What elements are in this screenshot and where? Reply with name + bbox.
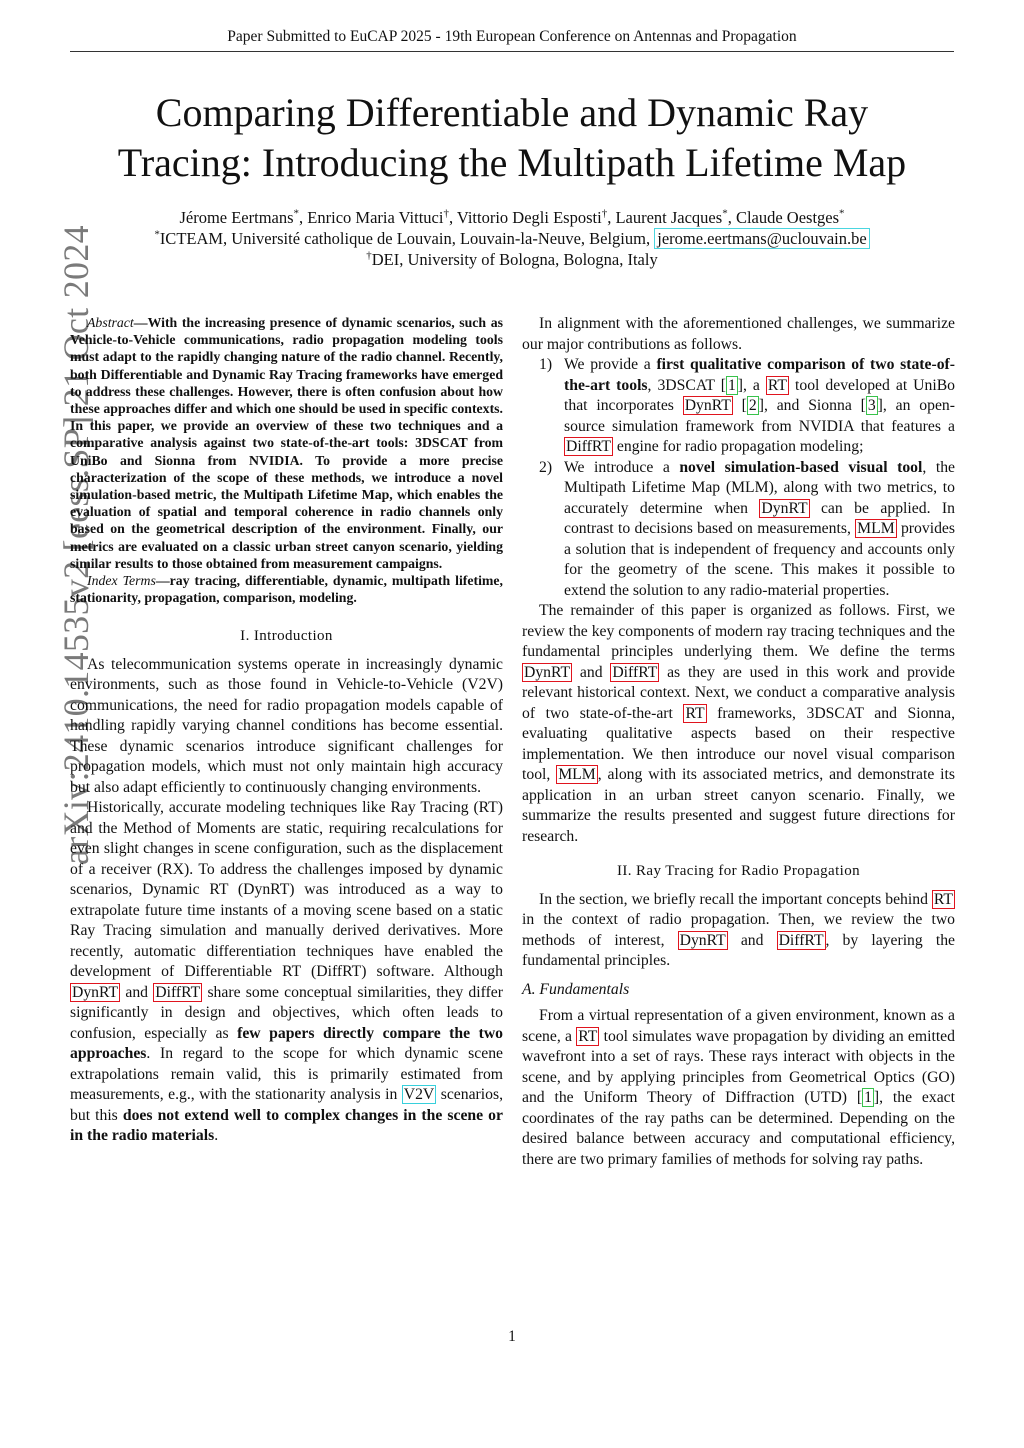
page-number: 1	[508, 1328, 516, 1345]
contributions-list	[522, 355, 955, 601]
author-sep: ,	[727, 208, 736, 227]
citation-link-2[interactable]: 2	[748, 397, 757, 414]
affiliation-text: ICTEAM, Université catholique de Louvain, Louvain-la-Neuve, Belgium,	[159, 229, 651, 248]
acronym-link-dynrt[interactable]: DynRT	[761, 499, 808, 517]
affiliation-mark: *	[722, 207, 728, 220]
item-text: engine for radio propagation modeling;	[612, 438, 864, 455]
acronym-link-rt[interactable]: RT	[685, 704, 705, 722]
para-text: , along with its associated metrics, and demonstrate its application in an urban street canyon scenario. Finally, we summarize the results presented and suggest future directions for research.	[522, 766, 955, 845]
author-name: Enrico Maria Vittuci	[307, 208, 444, 227]
acronym-link-rt[interactable]: RT	[578, 1027, 598, 1045]
citation-link-1[interactable]: 1	[727, 376, 736, 394]
right-column	[522, 314, 955, 1170]
para-text: tool simulates wave propagation by dividing an emitted wavefront into a set of rays. These rays interact with objects in the scene, and by applying principles from Geometrical Optics (GO) and the Uniform Theory of Diffraction (UTD) [	[522, 1027, 955, 1106]
section-heading-introduction: I. Introduction	[240, 628, 333, 645]
author-name: Claude Oestges	[735, 208, 840, 227]
para-text: From a virtual representation of a given environment, known as a scene, a	[522, 1007, 955, 1045]
item-text: , 3DSCAT [	[647, 376, 726, 394]
item-text: can be applied. In contrast to decisions based on measurements,	[564, 499, 955, 537]
contributions-intro: In alignment with the aforementioned challenges, we summarize our major contributions as follows.	[522, 315, 955, 353]
para-text: frameworks, 3DSCAT and Sionna, evaluating qualitative aspects based on their respective implementation. We then introduce our novel visual comparison tool,	[522, 704, 955, 783]
contribution-item-1	[522, 355, 955, 458]
para-text: and	[572, 663, 611, 681]
author-name: Jérome Eertmans	[179, 208, 294, 227]
author-sep: ,	[607, 208, 616, 227]
item-text: ], an open-source simulation framework from NVIDIA that features a	[564, 397, 955, 435]
acronym-link-diffrt[interactable]: DiffRT	[612, 663, 658, 681]
fundamentals-paragraph	[522, 1006, 955, 1170]
abstract	[70, 314, 503, 572]
list-number: 2)	[539, 458, 553, 476]
index-terms	[70, 572, 503, 606]
affiliation-mark: *	[293, 207, 300, 220]
arxiv-stamp: arXiv:2410.14535v2 [eess.SP] 21 Oct 2024	[56, 225, 96, 865]
paper-title	[60, 88, 964, 188]
title-line-2: Tracing: Introducing the Multipath Lifetime Map	[117, 140, 907, 185]
para-text: and	[727, 931, 777, 949]
author-block	[60, 207, 964, 270]
item-text: tool developed at UniBo that incorporates	[564, 376, 956, 414]
acronym-link-dynrt[interactable]: DynRT	[684, 397, 731, 414]
para-text: , by layering the fundamental principles.	[522, 931, 955, 969]
para-text: in the context of radio propagation. Then, we review the two methods of interest,	[522, 911, 955, 949]
list-number: 1)	[539, 356, 553, 373]
emphasis-text: does not extend well to complex changes in the scene or in the radio materials	[70, 1106, 503, 1145]
left-column	[70, 314, 503, 1147]
author-sep: ,	[299, 208, 308, 227]
emphasis-text: novel simulation-based visual tool	[679, 458, 923, 476]
acronym-link-v2v[interactable]: V2V	[403, 1086, 435, 1104]
item-text: We introduce a	[564, 458, 680, 476]
item-text: , the Multipath Lifetime Map (MLM), along with two metrics, to accurately determine when	[564, 458, 955, 517]
section2-paragraph	[522, 890, 955, 972]
intro-paragraph-1: As telecommunication systems operate in increasingly dynamic environments, such as those found in Vehicle-to-Vehicle (V2V) communications, the need for radio propagation models capable of handling rapidly varying channel conditions has become essential. These dynamic scenarios introduce significant challenges for propagation models, which must not only maintain high accuracy but also adapt efficiently to continuously changing environments.	[70, 655, 503, 796]
emphasis-text: few papers directly compare the two approaches	[70, 1024, 503, 1063]
acronym-link-rt[interactable]: RT	[933, 890, 953, 908]
para-text: Historically, accurate modeling techniques like Ray Tracing (RT) and the Method of Moments are static, requiring recalculations for even slight changes in scene configuration, such as the displacement of a receiver (RX). To address the challenges imposed by dynamic scenarios, Dynamic RT (DynRT) was introduced as a way to extrapolate future time instants of a moving scene based on a static Ray Tracing simulation and manually derived derivatives. More recently, automatic differentiation techniques have enabled the development of Differentiable RT (DiffRT) software. Although	[70, 799, 503, 981]
acronym-link-dynrt[interactable]: DynRT	[679, 931, 726, 949]
acronym-link-mlm[interactable]: MLM	[558, 766, 596, 783]
affiliation-text: DEI, University of Bologna, Bologna, Italy	[371, 250, 658, 269]
affiliation-mark: †	[366, 249, 372, 262]
para-text: as they are used in this work and provide relevant historical context. Next, we conduct a comparative analysis of two state-of-the-art	[522, 663, 955, 722]
acronym-link-dynrt[interactable]: DynRT	[72, 983, 119, 1001]
para-text: The remainder of this paper is organized as follows. First, we review the key components of modern ray tracing techniques and the fundamental principles underlying them. We define the terms	[522, 602, 955, 660]
author-name: Vittorio Degli Esposti	[456, 208, 602, 227]
item-text: ], a	[737, 376, 766, 394]
item-text: [	[732, 397, 747, 414]
running-head: Paper Submitted to EuCAP 2025 - 19th European Conference on Antennas and Propagation	[70, 28, 954, 52]
acronym-link-diffrt[interactable]: DiffRT	[778, 931, 824, 949]
subsection-heading-fundamentals: A. Fundamentals	[522, 980, 630, 998]
citation-link-3[interactable]: 3	[867, 397, 876, 414]
para-text: share some conceptual similarities, they differ significantly in design and objectives, which often leads to confusion, especially as	[70, 983, 503, 1042]
item-text: ], and Sionna [	[758, 397, 866, 414]
affiliation-1	[60, 228, 964, 249]
acronym-link-rt[interactable]: RT	[767, 376, 787, 394]
citation-link-1[interactable]: 1	[864, 1089, 872, 1106]
para-text: In the section, we briefly recall the important concepts behind	[539, 890, 932, 908]
acronym-link-diffrt[interactable]: DiffRT	[566, 438, 611, 455]
affiliation-mark: †	[443, 207, 449, 220]
para-text: .	[214, 1127, 219, 1145]
para-text: ], the exact coordinates of the ray paths can be determined. Depending on the desired balance between accuracy and computational efficiency, there are two primary families of methods for solving ray paths.	[522, 1089, 955, 1168]
acronym-link-diffrt[interactable]: DiffRT	[155, 983, 201, 1001]
affiliation-mark: *	[839, 207, 845, 220]
author-list	[60, 207, 964, 228]
section-heading-ray-tracing: II. Ray Tracing for Radio Propagation	[616, 863, 861, 879]
affiliation-mark: *	[154, 228, 160, 241]
abstract-text: —With the increasing presence of dynamic scenarios, such as Vehicle-to-Vehicle communications, radio propagation modeling tools must adapt to the rapidly changing nature of the radio channel. Recently, both Differentiable and Dynamic Ray Tracing frameworks have emerged to address these challenges. However, there is often confusion about how these approaches differ and which one should be used in specific contexts. In this paper, we provide an overview of these two techniques and a comparative analysis against two state-of-the-art tools: 3DSCAT from UniBo and Sionna from NVIDIA. To provide a more precise characterization of the scope of these methods, we introduce a novel simulation-based metric, the Multipath Lifetime Map, which enables the evaluation of spatial and temporal coherence in radio channels only based on the geometrical description of the environment. Finally, our metrics are evaluated on a classic urban street canyon scenario, yielding similar results to those obtained from measurement campaigns.	[70, 315, 503, 571]
para-text: and	[120, 983, 154, 1001]
para-text: . In regard to the scope for which dynamic scene extrapolations remain valid, this is primarily estimated from measurements, e.g., with the stationarity analysis in	[70, 1045, 503, 1104]
author-name: Laurent Jacques	[615, 208, 723, 227]
index-terms-label: Index Terms	[87, 573, 156, 589]
affiliation-2	[60, 249, 964, 270]
para-text: scenarios, but this	[70, 1086, 504, 1124]
acronym-link-mlm[interactable]: MLM	[857, 520, 895, 537]
acronym-link-dynrt[interactable]: DynRT	[524, 663, 571, 681]
contribution-item-2	[522, 458, 955, 602]
email-link[interactable]: jerome.eertmans@uclouvain.be	[654, 228, 869, 249]
item-text: We provide a	[564, 356, 657, 373]
abstract-label: Abstract	[87, 315, 134, 330]
author-sep: ,	[448, 208, 457, 227]
affiliation-mark: †	[601, 207, 608, 220]
emphasis-text: first qualitative comparison of two state-of-the-art tools	[564, 356, 955, 394]
item-text: provides a solution that is independent of frequency and accounts only for the geometry of the scene. This makes it possible to extend the solution to any radio-material properties.	[564, 520, 955, 599]
title-line-1: Comparing Differentiable and Dynamic Ray	[155, 90, 869, 135]
intro-paragraph-2	[70, 798, 503, 1147]
index-terms-text: —ray tracing, differentiable, dynamic, multipath lifetime, stationarity, propagation, comparison, modeling.	[70, 573, 503, 606]
outline-paragraph	[522, 601, 955, 847]
